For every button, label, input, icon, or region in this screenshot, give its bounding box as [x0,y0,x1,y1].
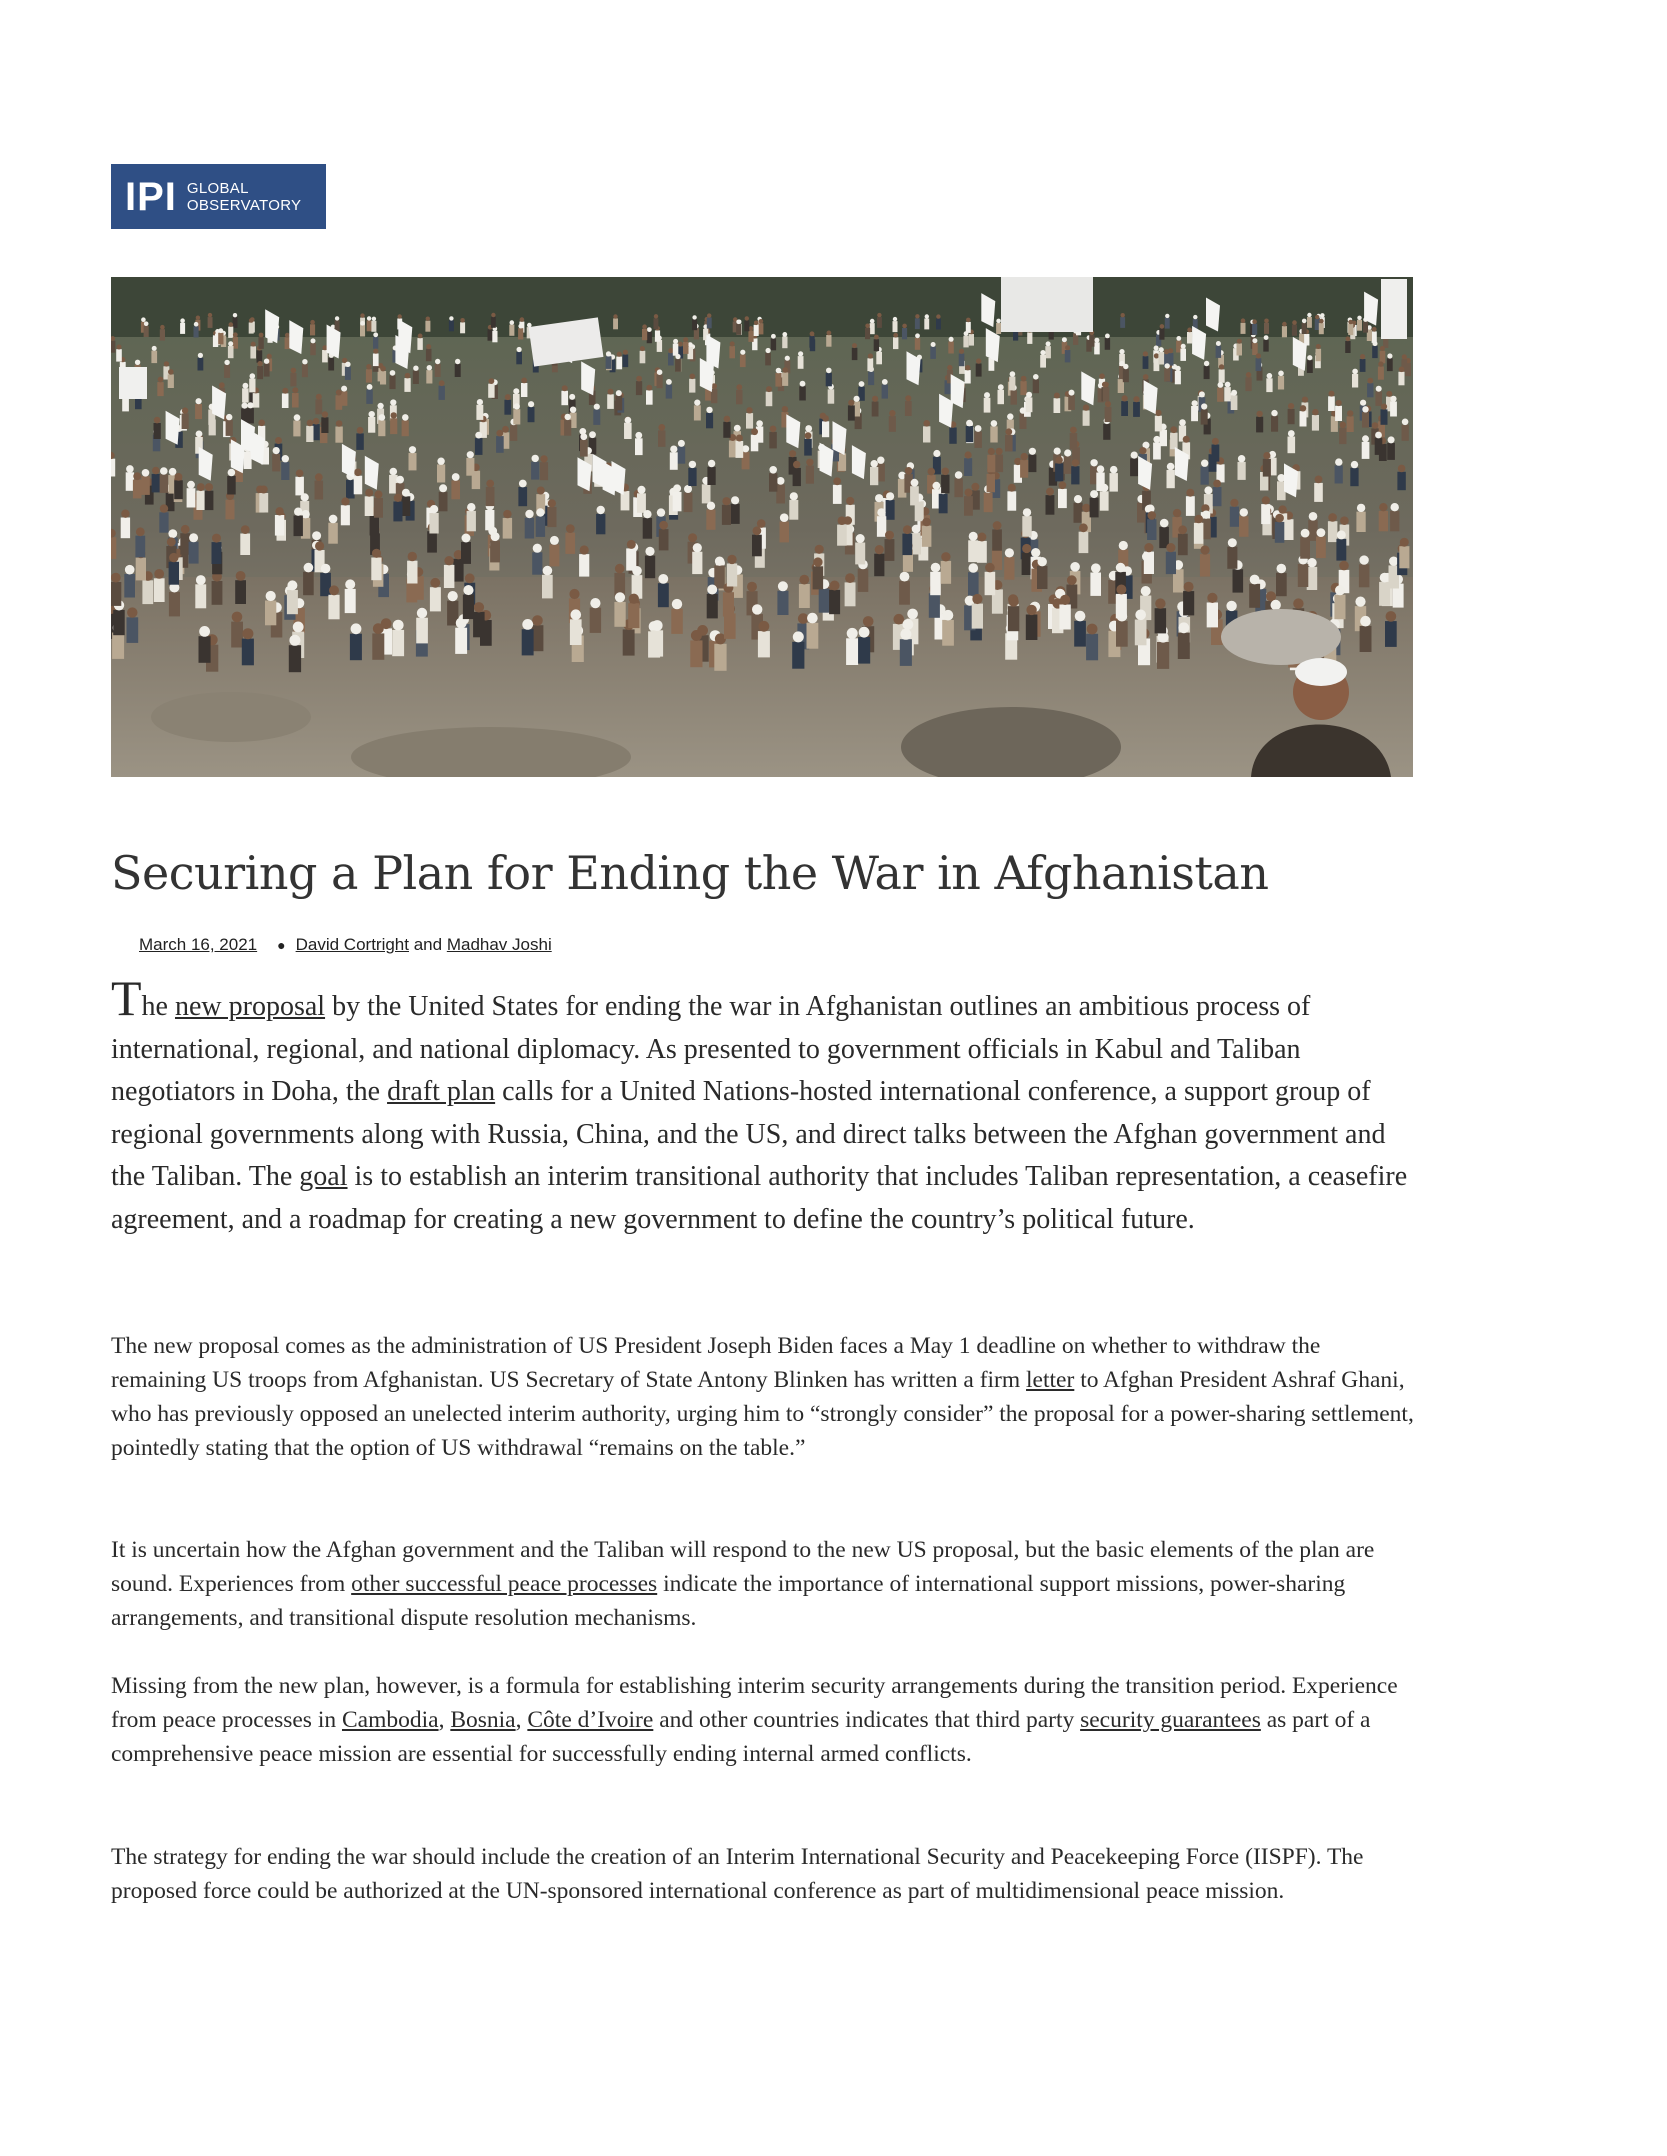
author-link-joshi[interactable]: Madhav Joshi [446,935,552,954]
p3-comma-2: , [515,1707,528,1733]
author-conjunction: and [413,935,443,954]
lead-paragraph [111,970,1421,1241]
p1-text-2: to Afghan President Ashraf Ghani, who has previously opposed an unelected interim authority, urging him to “strongly consider” the proposal for a power-sharing settlement, pointedly stating that the option of US withdrawal “remains on the table.” [111,1367,1414,1461]
p2-text-1: It is uncertain how the Afghan government and the Taliban will respond to the new US proposal, but the basic elements of the plan are sound. Experiences from [111,1537,1375,1597]
article-title: Securing a Plan for Ending the War in Afghanistan [111,846,1269,900]
logo-line-2: OBSERVATORY [186,196,302,214]
p2-text-2: indicate the importance of international support missions, power-sharing arrangements, and transitional dispute resolution mechanisms. [111,1571,1346,1631]
article-meta [139,935,552,955]
goal-link[interactable]: goal [299,1161,348,1192]
hero-photo [111,277,1413,777]
drop-cap: T [111,970,142,1026]
p3-text-2: and other countries indicates that third party [653,1707,1081,1733]
new-proposal-link[interactable]: new proposal [174,991,326,1022]
p4-text-1: The strategy for ending the war should include the creation of an Interim International Security and Peacekeeping Force (IISPF). The proposed force could be authorized at the UN-sponsored international conference as part of multidimensional peace mission. [111,1844,1364,1904]
lead-text-3: calls for a United Nations-hosted international conference, a support group of regional governments along with Russia, China, and the US, and direct talks between the Afghan government and the Taliban. The [111,1076,1386,1192]
lead-text-4: is to establish an interim transitional authority that includes Taliban representation, a ceasefire agreement, and a roadmap for creating a new government to define the country’s political future. [111,1161,1408,1235]
crowd-photo-illustration [111,277,1413,777]
logo-wordmark [187,180,301,214]
lead-text-2: by the United States for ending the war in Afghanistan outlines an ambitious process of international, regional, and national diplomacy. As presented to government officials in Kabul and Taliban negotiators in Doha, the [111,991,1311,1107]
separator-bullet: ● [277,937,286,953]
p3-text-1: Missing from the new plan, however, is a formula for establishing interim security arrangements during the transition period. Experience from peace processes in [111,1673,1398,1733]
ipi-logo[interactable] [111,164,326,229]
logo-line-1: GLOBAL [186,179,249,197]
paragraph-3 [111,1669,1421,1771]
lead-text-1: he [141,991,175,1022]
bosnia-link[interactable]: Bosnia [450,1707,516,1733]
letter-link[interactable]: letter [1026,1367,1075,1393]
cambodia-link[interactable]: Cambodia [341,1707,439,1733]
security-guarantees-link[interactable]: security guarantees [1080,1707,1261,1733]
p3-comma-1: , [438,1707,451,1733]
p3-text-3: as part of a comprehensive peace mission are essential for successfully ending internal armed conflicts. [111,1707,1371,1767]
paragraph-1 [111,1329,1421,1465]
peace-processes-link[interactable]: other successful peace processes [351,1571,658,1597]
date-link[interactable]: March 16, 2021 [139,935,258,954]
p1-text-1: The new proposal comes as the administration of US President Joseph Biden faces a May 1 deadline on whether to withdraw the remaining US troops from Afghanistan. US Secretary of State Antony Blinken has written a firm [111,1333,1321,1393]
author-link-cortright[interactable]: David Cortright [295,935,409,954]
paragraph-2 [111,1533,1421,1635]
cote-divoire-link[interactable]: Côte d’Ivoire [527,1707,654,1733]
draft-plan-link[interactable]: draft plan [387,1076,496,1107]
logo-mark: IPI [125,174,177,219]
paragraph-4 [111,1840,1421,1908]
